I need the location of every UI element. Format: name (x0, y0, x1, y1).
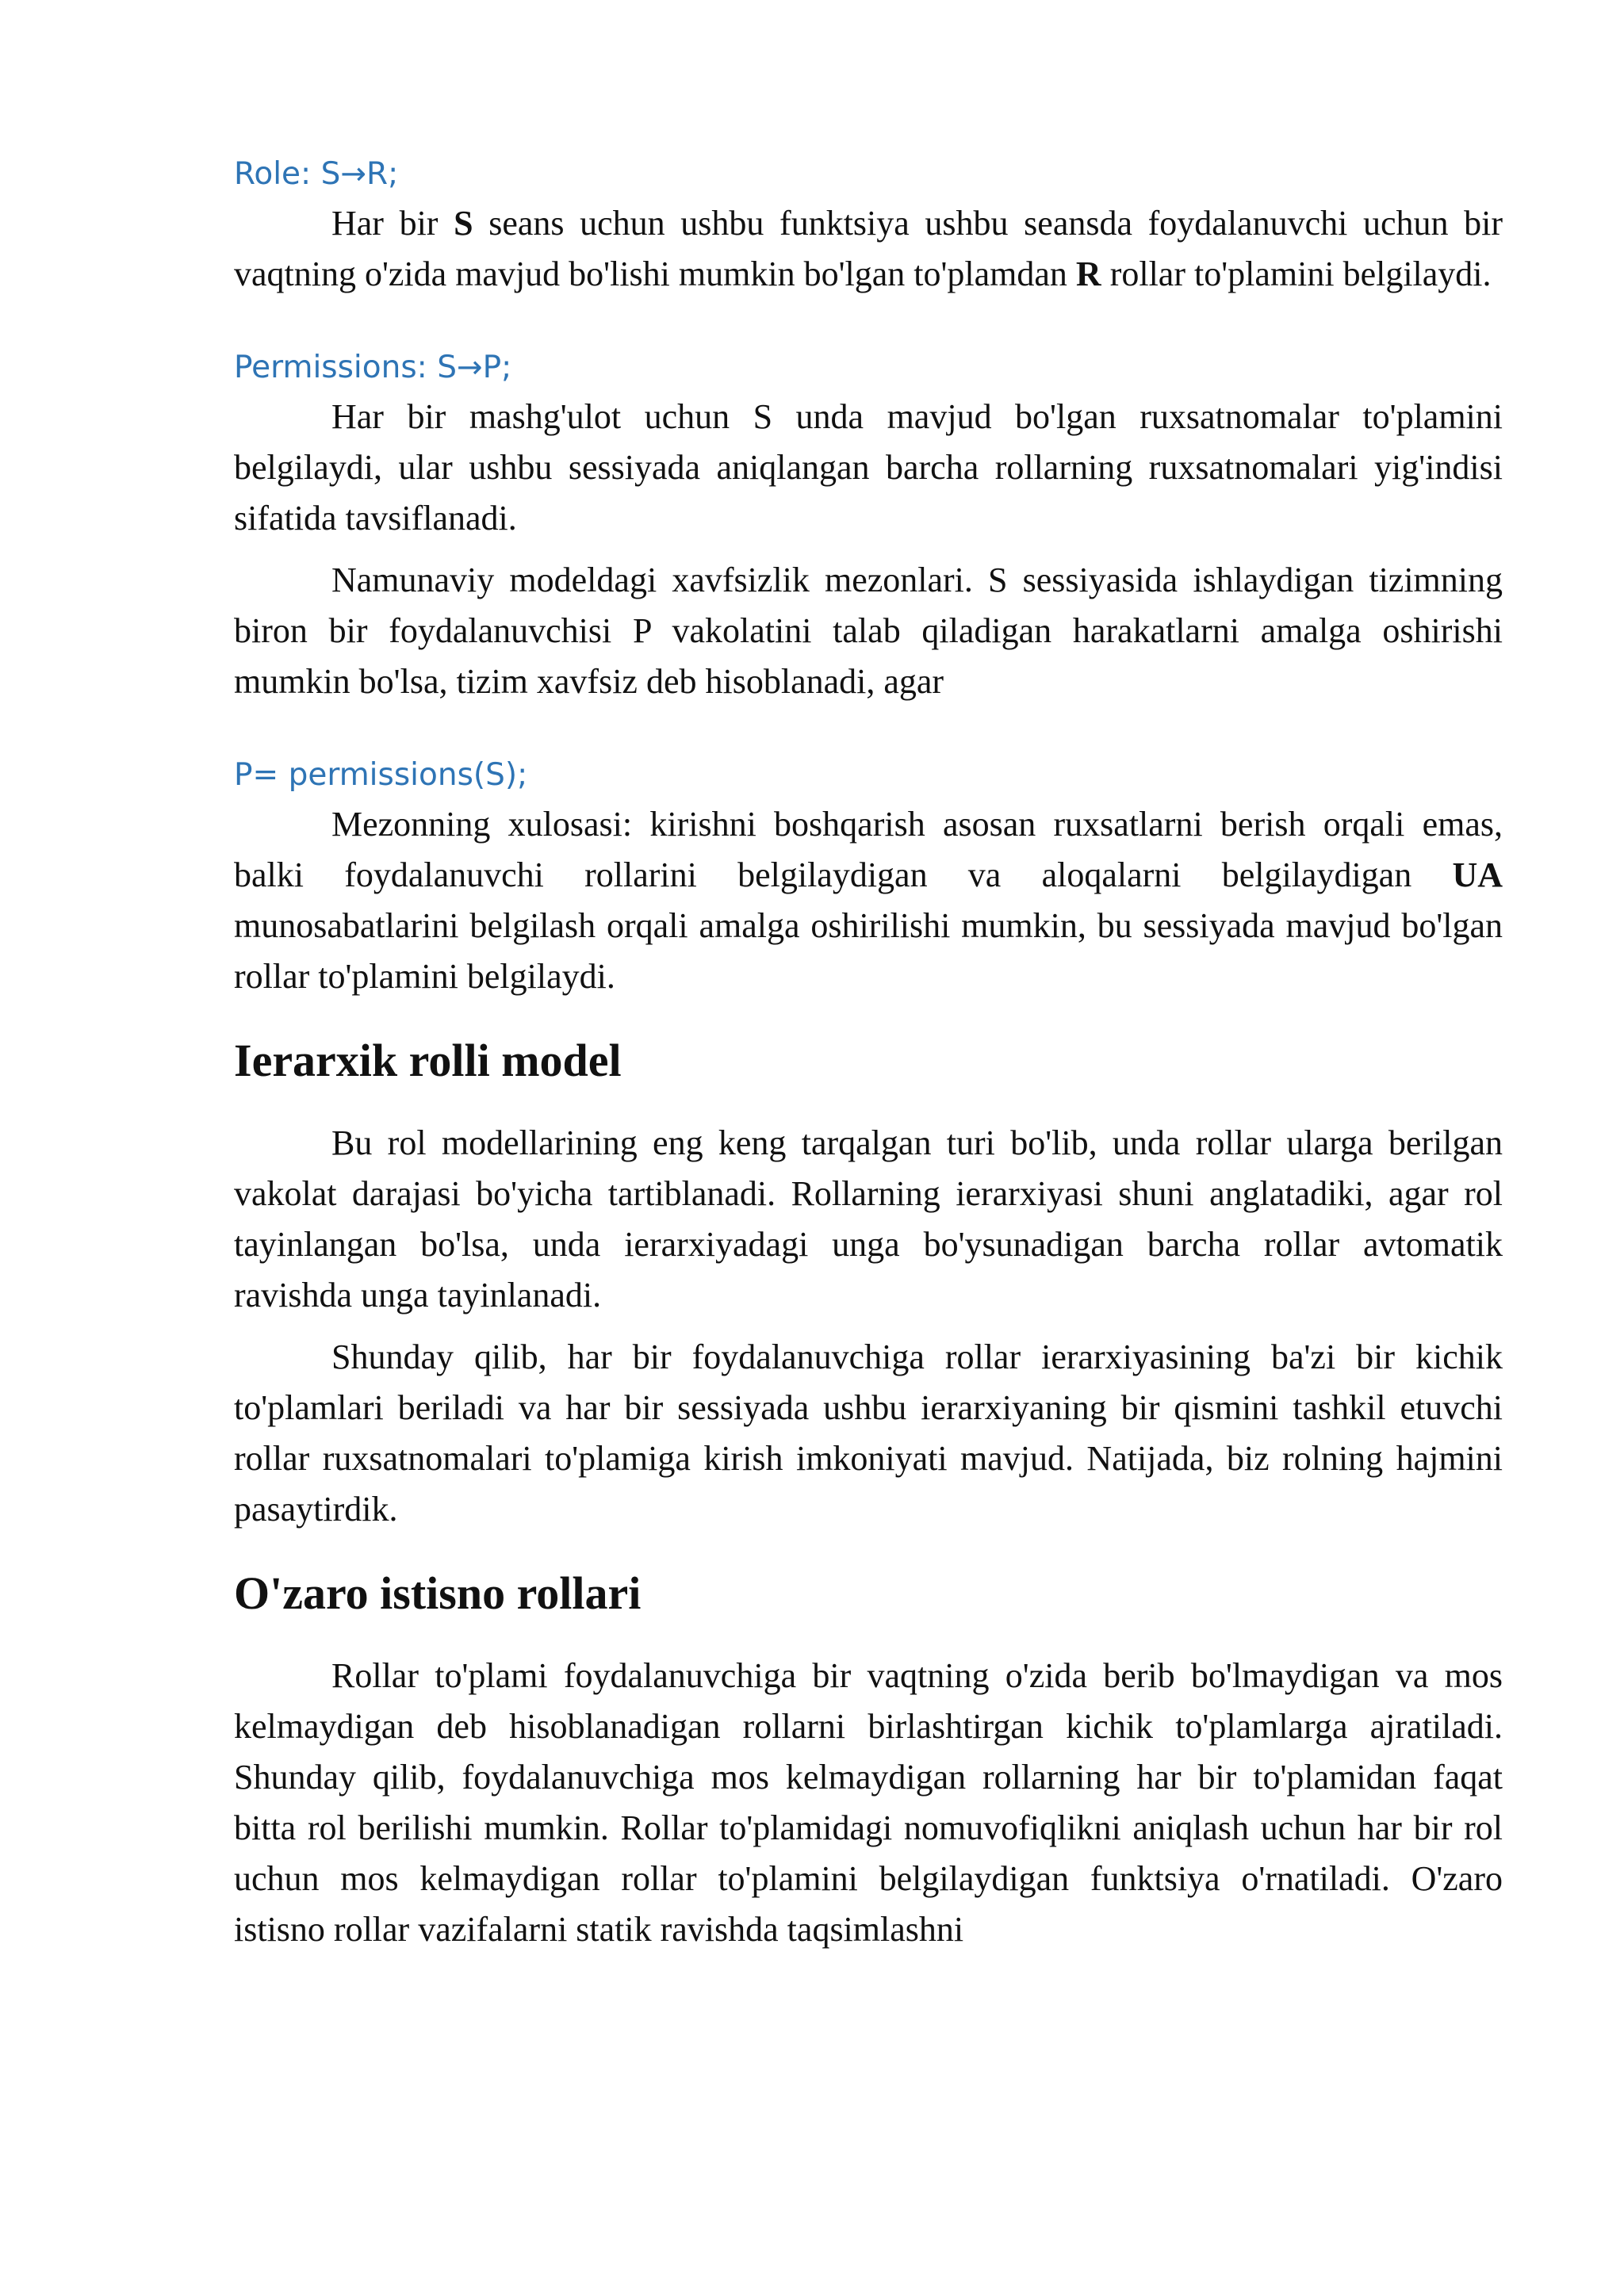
formula-permissions: Permissions: S→P; (234, 350, 512, 385)
paragraph-role-definition: Har bir S seans uchun ushbu funktsiya ushbu seansda foydalanuvchi uchun bir vaqtning o'zida mavjud bo'lishi mumkin bo'lgan to'plamdan R rollar to'plamini belgilaydi. (234, 204, 1503, 293)
paragraph-criteria-conclusion: Mezonning xulosasi: kirishni boshqarish asosan ruxsatlarni berish orqali emas, balki foydalanuvchi rollarini belgilaydigan va aloqalarni belgilaydigan UA munosabatlarini belgilash orqali amalga oshirilishi mumkin, bu sessiyada mavjud bo'lgan rollar to'plamini belgilaydi. (234, 805, 1503, 996)
formula-p-permissions: P= permissions(S); (234, 757, 528, 793)
spacer (234, 1002, 1503, 1029)
bold-s: S (454, 204, 473, 243)
paragraph-permissions-definition: Har bir mashg'ulot uchun S unda mavjud bo'lgan ruxsatnomalar to'plamini belgilaydi, ular ushbu sessiyada aniqlangan barcha rollarning ruxsatnomalari yig'indisi sifatida tavsiflanadi. (234, 397, 1503, 538)
paragraph-mutually-exclusive: Rollar to'plami foydalanuvchiga bir vaqtning o'zida berib bo'lmaydigan va mos kelmaydigan deb hisoblanadigan rollarni birlashtirgan kichik to'plamlarga ajratiladi. Shunday qilib, foydalanuvchiga mos kelmaydigan rollarning har bir to'plamidan faqat bitta rol berilishi mumkin. Rollar to'plamidagi nomuvofiqlikni aniqlash uchun har bir rol uchun mos kelmaydigan rollar to'plamini belgilaydigan funktsiya o'rnatiladi. O'zaro istisno rollar vazifalarni statik ravishda taqsimlashni (234, 1656, 1503, 1949)
spacer (234, 1321, 1503, 1332)
paragraph-hierarchy-2: Shunday qilib, har bir foydalanuvchiga rollar ierarxiyasining ba'zi bir kichik to'plamlari beriladi va har bir sessiyada ushbu ierarxiyaning bir qismini tashkil etuvchi rollar ruxsatnomalari to'plamiga kirish imkoniyati mavjud. Natijada, biz rolning hajmini pasaytirdik. (234, 1337, 1503, 1529)
spacer (234, 300, 1503, 344)
spacer (234, 1625, 1503, 1651)
bold-ua: UA (1452, 855, 1503, 894)
heading-mutually-exclusive-roles: O'zaro istisno rollari (234, 1567, 642, 1619)
document-page (234, 151, 1503, 1955)
spacer (234, 544, 1503, 555)
spacer (234, 1093, 1503, 1118)
spacer (234, 707, 1503, 752)
paragraph-security-criteria: Namunaviy modeldagi xavfsizlik mezonlari. S sessiyasida ishlaydigan tizimning biron bir foydalanuvchisi P vakolatini talab qiladigan harakatlarni amalga oshirishi mumkin bo'lsa, tizim xavfsiz deb hisoblanadi, agar (234, 561, 1503, 701)
formula-role: Role: S→R; (234, 156, 399, 192)
heading-hierarchical-role-model: Ierarxik rolli model (234, 1035, 622, 1086)
spacer (234, 1535, 1503, 1562)
bold-r: R (1075, 254, 1101, 293)
paragraph-hierarchy-1: Bu rol modellarining eng keng tarqalgan turi bo'lib, unda rollar ularga berilgan vakolat darajasi bo'yicha tartiblanadi. Rollarning ierarxiyasi shuni anglatadiki, agar rol tayinlangan bo'lsa, unda ierarxiyadagi unga bo'ysunadigan barcha rollar avtomatik ravishda unga tayinlanadi. (234, 1123, 1503, 1314)
